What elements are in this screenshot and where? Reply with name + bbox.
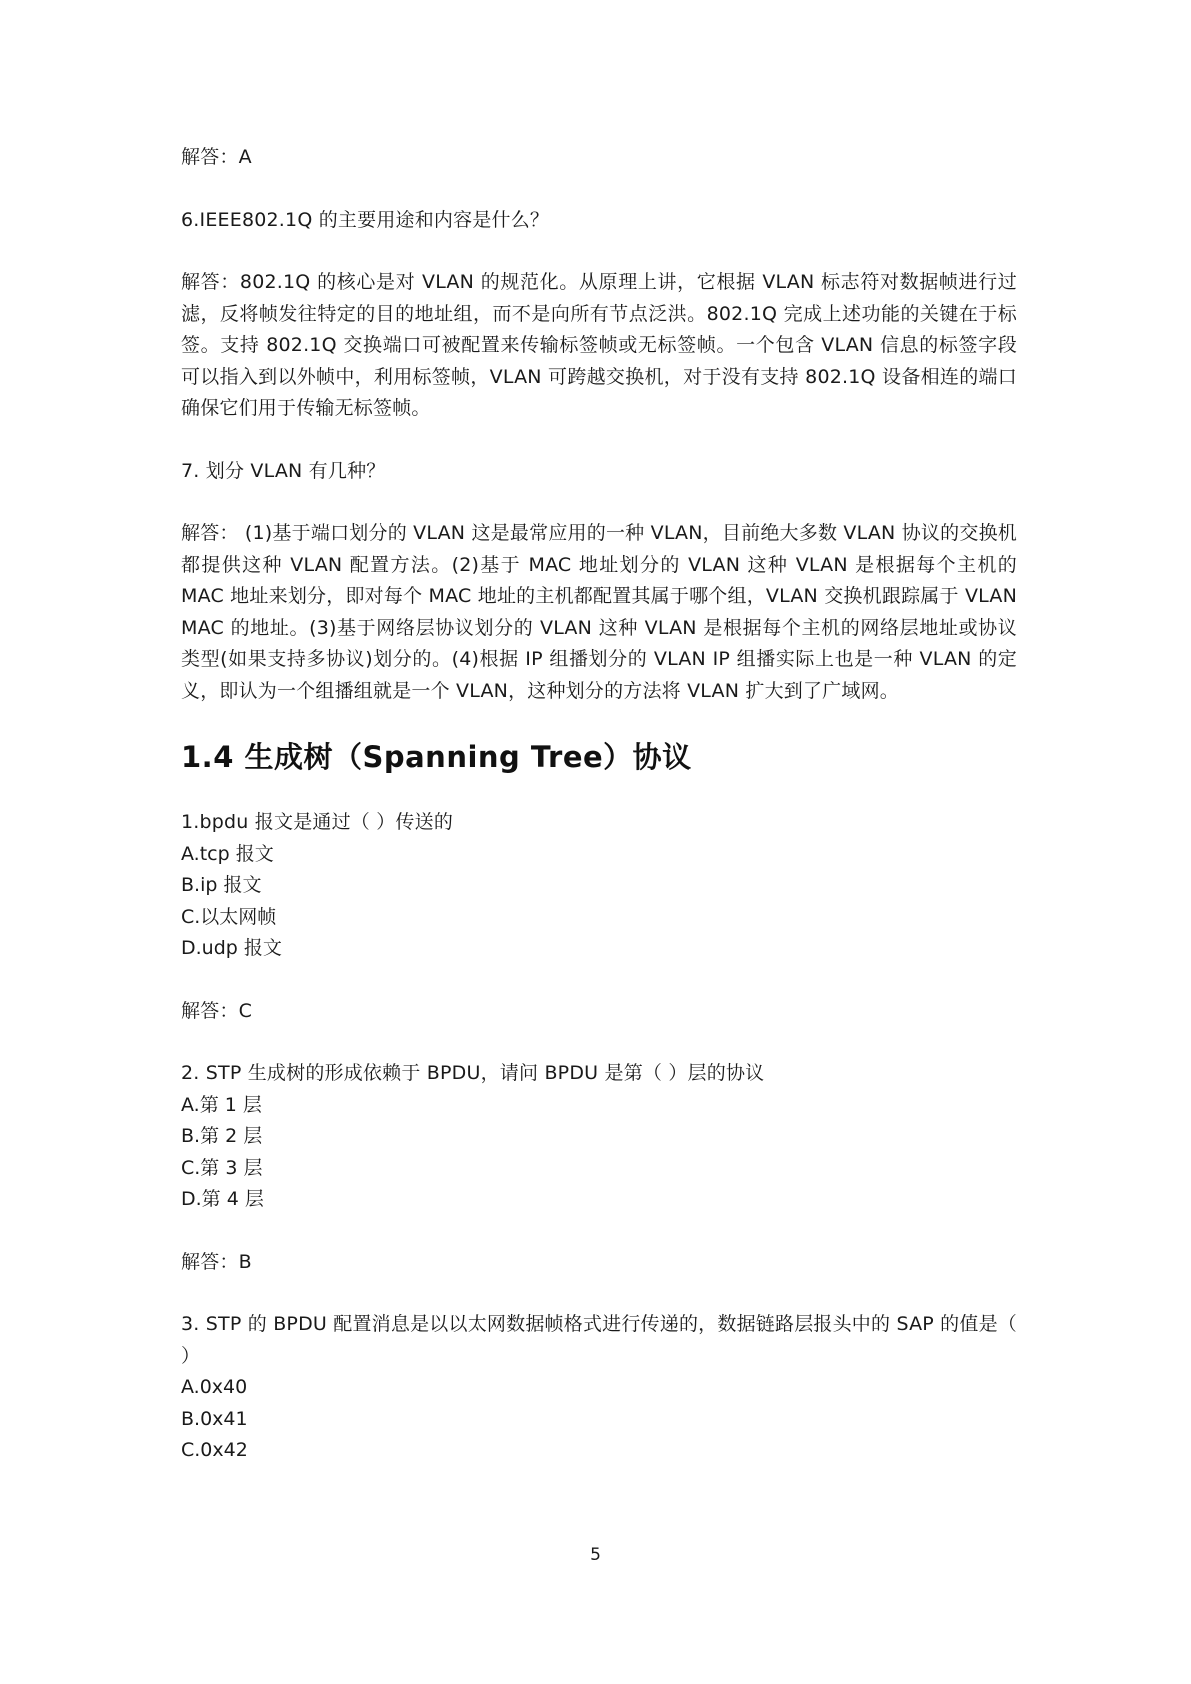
question-7: 7. 划分 VLAN 有几种？	[181, 459, 386, 482]
option-a: A.第 1 层	[181, 1093, 262, 1116]
page-number: 5	[590, 1545, 601, 1565]
option-b: B.第 2 层	[181, 1125, 263, 1147]
option-a: A.tcp 报文	[181, 842, 274, 865]
section-heading: 1.4 生成树（Spanning Tree）协议	[181, 740, 692, 774]
answer-7: 解答： (1)基于端口划分的 VLAN 这是最常应用的一种 VLAN，目前绝大多数 VLAN 协议的交换机都提供这种 VLAN 配置方法。(2)基于 MAC 地址划分的 VLAN 这种 VLAN 是根据每个主机的 MAC 地址来划分，即对每个 MAC 地址的主机都配置其属于哪个组，VLAN 交换机跟踪属于 VLAN MAC 的地址。(3)基于网络层协议划分的 VLAN 这种 VLAN 是根据每个主机的网络层地址或协议类型(如果支持多协议)划分的。(4)根据 IP 组播划分的 VLAN IP 组播实际上也是一种 VLAN 的定义，即认为一个组播组就是一个 VLAN，这种划分的方法将 VLAN 扩大到了广域网。	[181, 522, 1017, 702]
option-d: D.udp 报文	[181, 937, 282, 959]
question-block-3	[181, 1309, 1017, 1467]
answer-5: 解答：A	[181, 146, 252, 168]
option-b: B.ip 报文	[181, 874, 262, 896]
option-c: C.第 3 层	[181, 1156, 263, 1179]
document-body	[181, 142, 1017, 1467]
option-d: D.第 4 层	[181, 1188, 264, 1210]
question-text: 3. STP 的 BPDU 配置消息是以以太网数据帧格式进行传递的，数据链路层报头中的 SAP 的值是（ ）	[181, 1313, 1017, 1367]
option-c: C.以太网帧	[181, 905, 277, 928]
question-text: 2. STP 生成树的形成依赖于 BPDU，请问 BPDU 是第（ ）层的协议	[181, 1062, 765, 1084]
option-c: C.0x42	[181, 1439, 248, 1461]
question-block-2	[181, 1058, 1017, 1278]
option-b: B.0x41	[181, 1407, 248, 1430]
question-6: 6.IEEE802.1Q 的主要用途和内容是什么？	[181, 208, 550, 231]
question-text: 1.bpdu 报文是通过（ ）传送的	[181, 811, 454, 833]
answer-text: 解答：B	[181, 1250, 252, 1273]
option-a: A.0x40	[181, 1376, 248, 1398]
question-block-1	[181, 807, 1017, 1027]
answer-6: 解答：802.1Q 的核心是对 VLAN 的规范化。从原理上讲，它根据 VLAN 标志符对数据帧进行过滤，反将帧发往特定的目的地址组，而不是向所有节点泛洪。802.1Q 完成上述功能的关键在于标签。支持 802.1Q 交换端口可被配置来传输标签帧或无标签帧。一个包含 VLAN 信息的标签字段可以指入到以外帧中，利用标签帧，VLAN 可跨越交换机，对于没有支持 802.1Q 设备相连的端口确保它们用于传输无标签帧。	[181, 271, 1017, 419]
answer-text: 解答：C	[181, 999, 253, 1022]
